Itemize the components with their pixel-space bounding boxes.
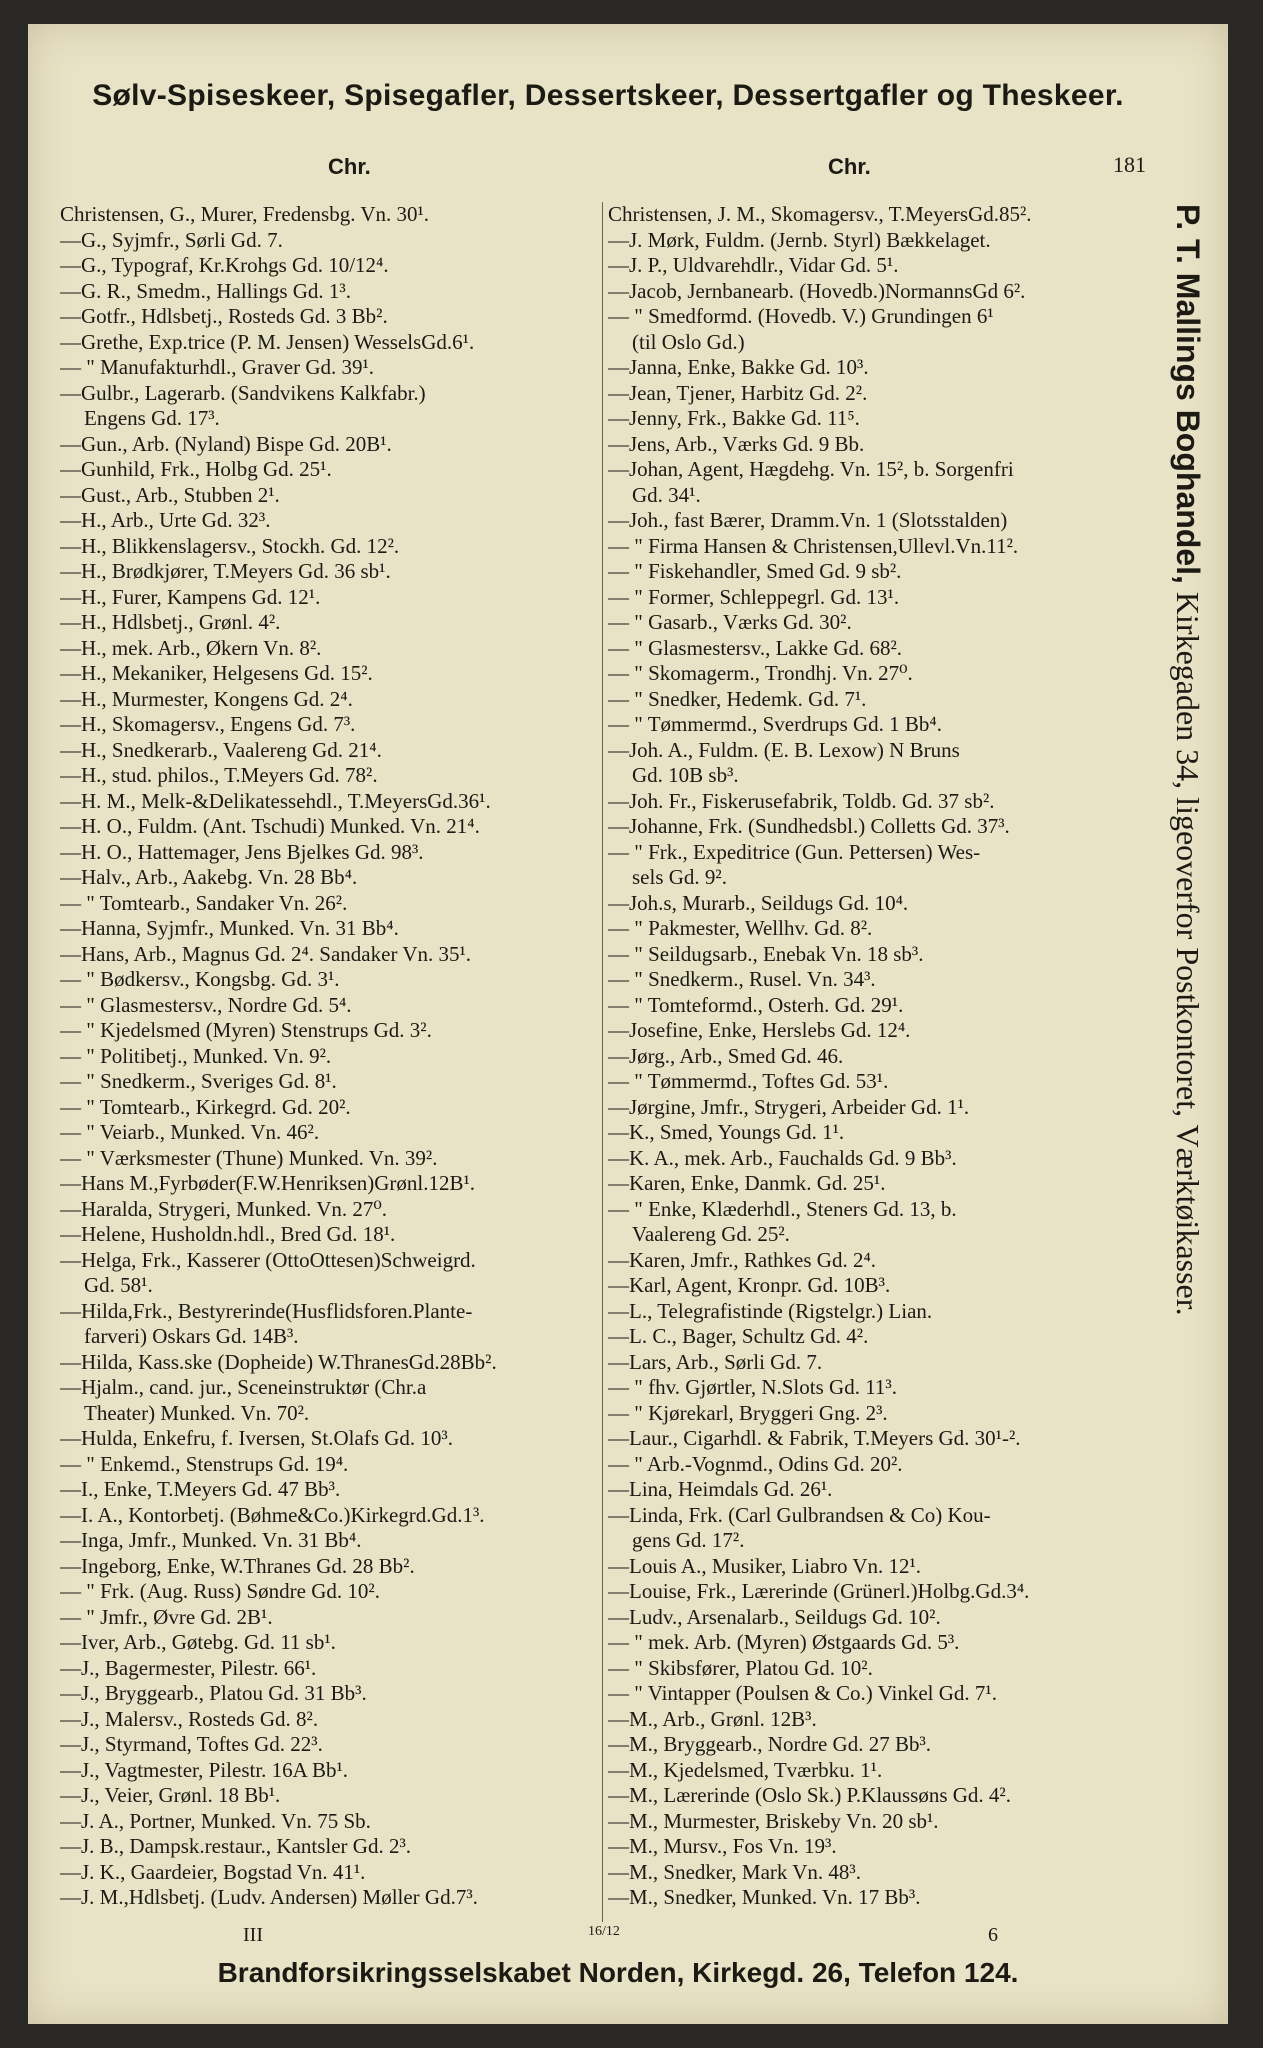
directory-entry: Engens Gd. 17³. bbox=[84, 406, 220, 430]
directory-entry: — " Frk. (Aug. Russ) Søndre Gd. 10². bbox=[60, 1579, 380, 1603]
directory-entry: — " Fiskehandler, Smed Gd. 9 sb². bbox=[608, 559, 902, 583]
directory-entry: —J., Malersv., Rosteds Gd. 8². bbox=[60, 1706, 319, 1731]
directory-entry: —H. O., Hattemager, Jens Bjelkes Gd. 98³. bbox=[60, 839, 424, 864]
column-heading-right: Chr. bbox=[828, 154, 871, 179]
directory-entry: — " Glasmestersv., Lakke Gd. 68². bbox=[608, 635, 903, 660]
directory-entry: —H., Furer, Kampens Gd. 12¹. bbox=[60, 584, 321, 609]
directory-entry: —M., Kjedelsmed, Tværbku. 1¹. bbox=[608, 1757, 883, 1782]
directory-entry: —Joh., fast Bærer, Dramm.Vn. 1 (Slotsstalden) bbox=[608, 508, 1008, 532]
directory-entry: —Gulbr., Lagerarb. (Sandvikens Kalkfabr.) bbox=[60, 380, 426, 405]
left-column bbox=[60, 202, 620, 1911]
date-mark: 16/12 bbox=[588, 1924, 620, 1939]
directory-entry: —H., Skomagersv., Engens Gd. 7³. bbox=[60, 712, 356, 736]
signature-mark: III bbox=[243, 1924, 263, 1946]
directory-entry: — " Kjedelsmed (Myren) Stenstrups Gd. 3². bbox=[60, 1018, 432, 1042]
directory-entry: —J., Vagtmester, Pilestr. 16A Bb¹. bbox=[60, 1757, 348, 1782]
column-heading-left: Chr. bbox=[328, 154, 371, 179]
directory-entry: gens Gd. 17². bbox=[632, 1528, 745, 1552]
directory-entry: Gd. 34¹. bbox=[632, 482, 701, 507]
directory-entry: —Hans, Arb., Magnus Gd. 2⁴. Sandaker Vn. 35¹. bbox=[60, 941, 472, 966]
directory-entry: — " Værksmester (Thune) Munked. Vn. 39². bbox=[60, 1145, 438, 1170]
directory-page bbox=[28, 24, 1228, 2024]
column-divider bbox=[602, 202, 603, 1922]
directory-entry: farveri) Oskars Gd. 14B³. bbox=[84, 1324, 299, 1348]
directory-entry: —Hulda, Enkefru, f. Iversen, St.Olafs Gd. 10³. bbox=[60, 1426, 453, 1450]
directory-entry: —Linda, Frk. (Carl Gulbrandsen & Co) Kou- bbox=[608, 1502, 991, 1527]
directory-entry: —M., Lærerinde (Oslo Sk.) P.Klaussøns Gd. 4². bbox=[608, 1783, 1011, 1807]
directory-entry: —L. C., Bager, Schultz Gd. 4². bbox=[608, 1324, 869, 1348]
directory-entry: —J. P., Uldvarehdlr., Vidar Gd. 5¹. bbox=[608, 253, 899, 277]
directory-entry: —Joh. A., Fuldm. (E. B. Lexow) N Bruns bbox=[608, 737, 960, 762]
directory-entry: — " Tomtearb., Kirkegrd. Gd. 20². bbox=[60, 1094, 351, 1119]
directory-entry: — " Tømmermd., Toftes Gd. 53¹. bbox=[608, 1069, 889, 1093]
directory-entry: —Karen, Enke, Danmk. Gd. 25¹. bbox=[608, 1171, 886, 1195]
side-ad-bold: P. T. Mallings Boghandel, bbox=[1170, 204, 1206, 584]
directory-entry: — " Enke, Klæderhdl., Steners Gd. 13, b. bbox=[608, 1196, 957, 1221]
directory-entry: (til Oslo Gd.) bbox=[632, 329, 745, 354]
directory-entry: —Hjalm., cand. jur., Sceneinstruktør (Chr.a bbox=[60, 1375, 427, 1399]
directory-entry: —H., Brødkjører, T.Meyers Gd. 36 sb¹. bbox=[60, 559, 391, 583]
directory-entry: —J. K., Gaardeier, Bogstad Vn. 41¹. bbox=[60, 1859, 366, 1884]
directory-entry: — " fhv. Gjørtler, N.Slots Gd. 11³. bbox=[608, 1375, 897, 1399]
directory-entry: —Jean, Tjener, Harbitz Gd. 2². bbox=[608, 380, 868, 405]
directory-entry: —H., mek. Arb., Økern Vn. 8². bbox=[60, 635, 322, 660]
header-advertisement: Sølv-Spiseskeer, Spisegafler, Dessertskeer, Dessertgafler og Theskeer. bbox=[92, 79, 1124, 112]
side-ad-rest: Kirkegaden 34, ligeoverfor Postkontoret, Værktøikasser. bbox=[1170, 583, 1206, 1316]
directory-entry: —Johanne, Frk. (Sundhedsbl.) Colletts Gd. 37³. bbox=[608, 814, 1010, 838]
directory-entry: —M., Mursv., Fos Vn. 19³. bbox=[608, 1834, 837, 1858]
directory-entry: —Joh. Fr., Fiskerusefabrik, Toldb. Gd. 37 sb². bbox=[608, 788, 995, 813]
directory-entry: —J., Styrmand, Toftes Gd. 22³. bbox=[60, 1732, 323, 1756]
sheet-mark: 6 bbox=[988, 1924, 998, 1946]
directory-entry: — " Veiarb., Munked. Vn. 46². bbox=[60, 1120, 320, 1144]
directory-entry: — " Enkemd., Stenstrups Gd. 19⁴. bbox=[60, 1451, 349, 1476]
directory-entry: —J., Bagermester, Pilestr. 66¹. bbox=[60, 1655, 317, 1680]
directory-entry: —G. R., Smedm., Hallings Gd. 1³. bbox=[60, 278, 351, 303]
directory-entry: —Ludv., Arsenalarb., Seildugs Gd. 10². bbox=[608, 1604, 941, 1629]
directory-entry: —Halv., Arb., Aakebg. Vn. 28 Bb⁴. bbox=[60, 865, 358, 889]
side-advertisement bbox=[1158, 204, 1218, 1904]
directory-entry: —Karen, Jmfr., Rathkes Gd. 2⁴. bbox=[608, 1247, 877, 1272]
directory-entry: sels Gd. 9². bbox=[632, 865, 727, 889]
directory-entry: Christensen, J. M., Skomagersv., T.MeyersGd.85². bbox=[608, 202, 1032, 226]
directory-entry: —Lars, Arb., Sørli Gd. 7. bbox=[608, 1349, 823, 1374]
directory-entry: — " Gasarb., Værks Gd. 30². bbox=[608, 610, 852, 634]
page-number: 181 bbox=[1113, 152, 1146, 177]
directory-entry: —J., Veier, Grønl. 18 Bb¹. bbox=[60, 1783, 281, 1807]
directory-entry: —H., Snedkerarb., Vaalereng Gd. 21⁴. bbox=[60, 737, 382, 762]
directory-entry: —J. B., Dampsk.restaur., Kantsler Gd. 2³. bbox=[60, 1834, 412, 1858]
directory-entry: —H., Arb., Urte Gd. 32³. bbox=[60, 508, 271, 532]
directory-entry: —Jørgine, Jmfr., Strygeri, Arbeider Gd. 1¹. bbox=[608, 1094, 970, 1119]
directory-entry: —Jenny, Frk., Bakke Gd. 11⁵. bbox=[608, 406, 860, 430]
directory-entry: —Gotfr., Hdlsbetj., Rosteds Gd. 3 Bb². bbox=[60, 304, 388, 328]
directory-entry: —J. Mørk, Fuldm. (Jernb. Styrl) Bækkelaget. bbox=[608, 227, 991, 252]
directory-entry: —Janna, Enke, Bakke Gd. 10³. bbox=[608, 355, 869, 379]
directory-entry: —G., Typograf, Kr.Krohgs Gd. 10/12⁴. bbox=[60, 253, 389, 277]
directory-entry: —H., Blikkenslagersv., Stockh. Gd. 12². bbox=[60, 533, 400, 558]
directory-entry: —H., Hdlsbetj., Grønl. 4². bbox=[60, 610, 281, 634]
directory-entry: —M., Murmester, Briskeby Vn. 20 sb¹. bbox=[608, 1808, 939, 1833]
directory-entry: — " Former, Schleppegrl. Gd. 13¹. bbox=[608, 584, 900, 609]
directory-entry: — " Tomtearb., Sandaker Vn. 26². bbox=[60, 890, 348, 915]
directory-entry: —L., Telegrafistinde (Rigstelgr.) Lian. bbox=[608, 1298, 933, 1323]
directory-entry: — " Pakmester, Wellhv. Gd. 8². bbox=[608, 916, 873, 940]
directory-entry: —Josefine, Enke, Herslebs Gd. 12⁴. bbox=[608, 1018, 911, 1042]
directory-entry: —Grethe, Exp.trice (P. M. Jensen) WesselsGd.6¹. bbox=[60, 329, 475, 354]
directory-entry: —H. O., Fuldm. (Ant. Tschudi) Munked. Vn. 21⁴. bbox=[60, 814, 480, 838]
directory-entry: —Karl, Agent, Kronpr. Gd. 10B³. bbox=[608, 1273, 891, 1297]
directory-entry: — " Skomagerm., Trondhj. Vn. 27⁰. bbox=[608, 661, 913, 685]
directory-entry: — " Snedkerm., Rusel. Vn. 34³. bbox=[608, 967, 876, 991]
directory-entry: —M., Snedker, Mark Vn. 48³. bbox=[608, 1859, 861, 1884]
directory-entry: — " Glasmestersv., Nordre Gd. 5⁴. bbox=[60, 992, 352, 1017]
directory-entry: —Hanna, Syjmfr., Munked. Vn. 31 Bb⁴. bbox=[60, 916, 399, 940]
directory-entry: —Lina, Heimdals Gd. 26¹. bbox=[608, 1477, 833, 1501]
directory-entry: — " Firma Hansen & Christensen,Ullevl.Vn.11². bbox=[608, 533, 1019, 558]
directory-entry: —Ingeborg, Enke, W.Thranes Gd. 28 Bb². bbox=[60, 1553, 415, 1578]
directory-entry: —Louise, Frk., Lærerinde (Grünerl.)Holbg.Gd.3⁴. bbox=[608, 1579, 1030, 1603]
directory-entry: — " Tømmermd., Sverdrups Gd. 1 Bb⁴. bbox=[608, 712, 942, 736]
directory-entry: Gd. 58¹. bbox=[84, 1273, 153, 1297]
directory-entry: —K., Smed, Youngs Gd. 1¹. bbox=[608, 1120, 845, 1144]
directory-entry: —Helene, Husholdn.hdl., Bred Gd. 18¹. bbox=[60, 1222, 396, 1246]
directory-entry: —Iver, Arb., Gøtebg. Gd. 11 sb¹. bbox=[60, 1630, 336, 1654]
directory-entry: — " Smedformd. (Hovedb. V.) Grundingen 6¹ bbox=[608, 304, 994, 328]
directory-entry: —Gun., Arb. (Nyland) Bispe Gd. 20B¹. bbox=[60, 431, 392, 456]
directory-entry: — " Manufakturhdl., Graver Gd. 39¹. bbox=[60, 355, 375, 379]
right-column bbox=[608, 202, 1168, 1911]
directory-entry: — " Kjørekarl, Bryggeri Gng. 2³. bbox=[608, 1400, 888, 1425]
directory-entry: —I. A., Kontorbetj. (Bøhme&Co.)Kirkegrd.Gd.1³. bbox=[60, 1502, 485, 1527]
directory-entry: —K. A., mek. Arb., Fauchalds Gd. 9 Bb³. bbox=[608, 1145, 957, 1170]
directory-entry: —J., Bryggearb., Platou Gd. 31 Bb³. bbox=[60, 1681, 367, 1705]
directory-entry: —J. A., Portner, Munked. Vn. 75 Sb. bbox=[60, 1808, 371, 1833]
directory-entry: —M., Snedker, Munked. Vn. 17 Bb³. bbox=[608, 1885, 921, 1909]
directory-entry: —Jacob, Jernbanearb. (Hovedb.)NormannsGd 6². bbox=[608, 278, 1026, 303]
directory-entry: Theater) Munked. Vn. 70². bbox=[84, 1400, 310, 1425]
directory-entry: —H., Mekaniker, Helgesens Gd. 15². bbox=[60, 661, 373, 685]
directory-entry: —Laur., Cigarhdl. & Fabrik, T.Meyers Gd. 30¹-². bbox=[608, 1426, 1021, 1450]
directory-entry: — " Politibetj., Munked. Vn. 9². bbox=[60, 1043, 332, 1068]
directory-entry: —Hilda, Kass.ske (Dopheide) W.ThranesGd.28Bb². bbox=[60, 1349, 497, 1374]
directory-entry: — " Frk., Expeditrice (Gun. Pettersen) Wes- bbox=[608, 839, 981, 864]
directory-entry: — " Snedkerm., Sveriges Gd. 8¹. bbox=[60, 1069, 337, 1093]
directory-entry: Vaalereng Gd. 25². bbox=[632, 1222, 790, 1246]
directory-entry: —Helga, Frk., Kasserer (OttoOttesen)Schweigrd. bbox=[60, 1247, 476, 1272]
directory-entry: —Louis A., Musiker, Liabro Vn. 12¹. bbox=[608, 1553, 922, 1578]
directory-entry: —Gust., Arb., Stubben 2¹. bbox=[60, 482, 280, 507]
directory-entry: —Johan, Agent, Hægdehg. Vn. 15², b. Sorgenfri bbox=[608, 457, 1014, 481]
directory-entry: —M., Bryggearb., Nordre Gd. 27 Bb³. bbox=[608, 1732, 931, 1756]
directory-entry: —I., Enke, T.Meyers Gd. 47 Bb³. bbox=[60, 1477, 341, 1501]
directory-entry: Christensen, G., Murer, Fredensbg. Vn. 30¹. bbox=[60, 202, 430, 226]
directory-entry: — " Seildugsarb., Enebak Vn. 18 sb³. bbox=[608, 941, 924, 966]
directory-entry: — " mek. Arb. (Myren) Østgaards Gd. 5³. bbox=[608, 1630, 960, 1654]
directory-entry: —J. M.,Hdlsbetj. (Ludv. Andersen) Møller Gd.7³. bbox=[60, 1885, 478, 1909]
directory-entry: —Hans M.,Fyrbøder(F.W.Henriksen)Grønl.12B¹. bbox=[60, 1171, 476, 1195]
directory-entry: —H. M., Melk-&Delikatessehdl., T.MeyersGd.36¹. bbox=[60, 788, 491, 813]
directory-entry: — " Tomteformd., Osterh. Gd. 29¹. bbox=[608, 992, 904, 1017]
directory-entry: — " Arb.-Vognmd., Odins Gd. 20². bbox=[608, 1451, 903, 1476]
directory-entry: — " Vintapper (Poulsen & Co.) Vinkel Gd. 7¹. bbox=[608, 1681, 997, 1705]
directory-entry: —Jens, Arb., Værks Gd. 9 Bb. bbox=[608, 431, 865, 456]
directory-entry: —G., Syjmfr., Sørli Gd. 7. bbox=[60, 227, 283, 252]
directory-entry: — " Snedker, Hedemk. Gd. 7¹. bbox=[608, 686, 867, 711]
directory-entry: — " Skibsfører, Platou Gd. 10². bbox=[608, 1655, 873, 1680]
directory-entry: —H., Murmester, Kongens Gd. 2⁴. bbox=[60, 686, 353, 711]
directory-entry: Gd. 10B sb³. bbox=[632, 763, 739, 787]
directory-entry: —Hilda,Frk., Bestyrerinde(Husflidsforen.Plante- bbox=[60, 1298, 473, 1323]
directory-entry: — " Bødkersv., Kongsbg. Gd. 3¹. bbox=[60, 967, 340, 991]
footer-advertisement: Brandforsikringsselskabet Norden, Kirkegd. 26, Telefon 124. bbox=[217, 1957, 1019, 1988]
directory-entry: —Inga, Jmfr., Munked. Vn. 31 Bb⁴. bbox=[60, 1528, 362, 1552]
directory-entry: —Haralda, Strygeri, Munked. Vn. 27⁰. bbox=[60, 1196, 388, 1221]
directory-entry: — " Jmfr., Øvre Gd. 2B¹. bbox=[60, 1604, 273, 1629]
directory-entry: —Gunhild, Frk., Holbg Gd. 25¹. bbox=[60, 457, 332, 481]
directory-entry: —Joh.s, Murarb., Seildugs Gd. 10⁴. bbox=[608, 890, 909, 915]
directory-entry: —Jørg., Arb., Smed Gd. 46. bbox=[608, 1043, 844, 1068]
directory-entry: —H., stud. philos., T.Meyers Gd. 78². bbox=[60, 763, 378, 787]
directory-entry: —M., Arb., Grønl. 12B³. bbox=[608, 1706, 817, 1731]
